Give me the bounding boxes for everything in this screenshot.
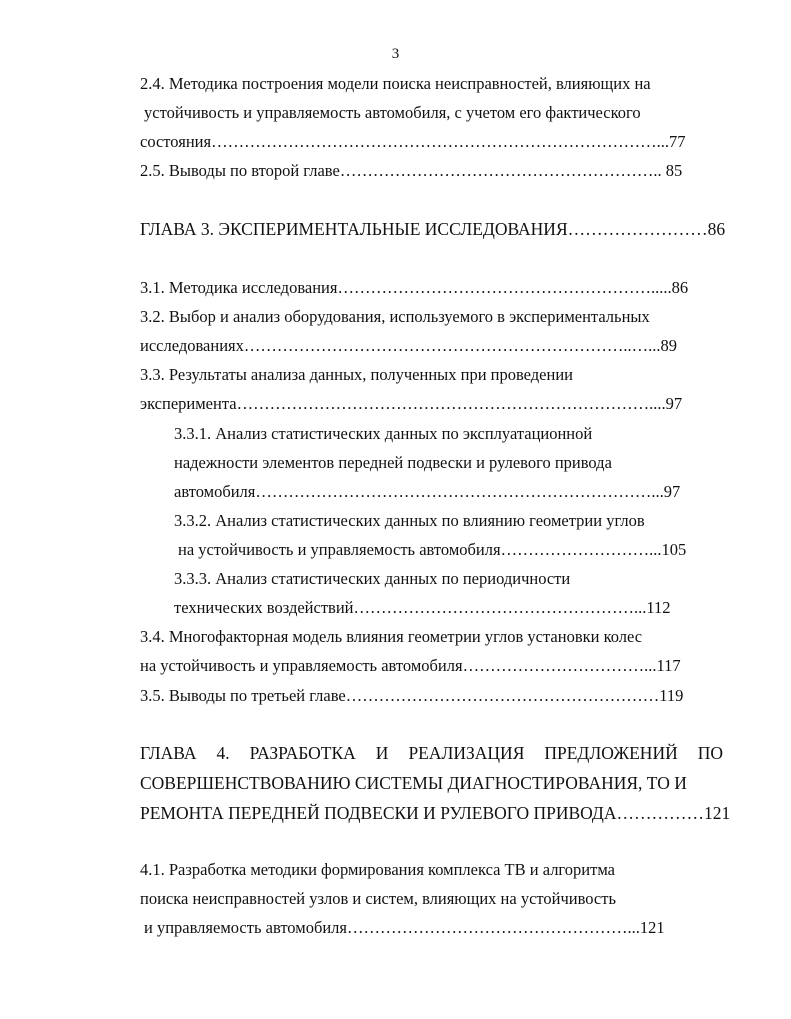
toc-entry-3-3-2-line1: 3.3.2. Анализ статистических данных по влиянию геометрии углов <box>174 511 645 530</box>
toc-entry-3-2-line2: исследованиях……………………………………………………………..…...89 <box>140 336 677 355</box>
toc-entry-3-3-2-line2: на устойчивость и управляемость автомобиля………………………...105 <box>178 540 687 559</box>
toc-entry-3-5: 3.5. Выводы по третьей главе…………………………………………………119 <box>140 686 684 705</box>
toc-entry-3-3-3-line1: 3.3.3. Анализ статистических данных по периодичности <box>174 569 571 588</box>
toc-entry-3-2-line1: 3.2. Выбор и анализ оборудования, используемого в экспериментальных <box>140 307 650 326</box>
toc-entry-3-1: 3.1. Методика исследования………………………………………………….....86 <box>140 278 689 297</box>
toc-chapter-4-line1: ГЛАВА 4. РАЗРАБОТКА И РЕАЛИЗАЦИЯ ПРЕДЛОЖЕНИЙ ПО <box>140 743 723 763</box>
toc-entry-2-4-line2: устойчивость и управляемость автомобиля, с учетом его фактического <box>144 103 641 122</box>
toc-entry-2-4-line1: 2.4. Методика построения модели поиска неисправностей, влияющих на <box>140 74 651 93</box>
toc-entry-3-3-line1: 3.3. Результаты анализа данных, полученных при проведении <box>140 365 573 384</box>
toc-entry-4-1-line2: поиска неисправностей узлов и систем, влияющих на устойчивость <box>140 889 616 908</box>
page-number: 3 <box>391 46 400 62</box>
toc-chapter-3: ГЛАВА 3. ЭКСПЕРИМЕНТАЛЬНЫЕ ИССЛЕДОВАНИЯ……………………86 <box>140 219 726 239</box>
toc-entry-3-3-line2: эксперимента…………………………………………………………………....97 <box>140 394 683 413</box>
toc-entry-3-3-1-line1: 3.3.1. Анализ статистических данных по эксплуатационной <box>174 424 593 443</box>
toc-entry-3-4-line2: на устойчивость и управляемость автомобиля……………………………...117 <box>140 656 681 675</box>
toc-entry-2-5: 2.5. Выводы по второй главе………………………………………………….. 85 <box>140 161 683 180</box>
toc-entry-2-4-line3: состояния………………………………………………………………………...77 <box>140 132 686 151</box>
toc-entry-4-1-line1: 4.1. Разработка методики формирования комплекса ТВ и алгоритма <box>140 860 615 879</box>
toc-entry-4-1-line3: и управляемость автомобиля……………………………………………...121 <box>144 918 665 937</box>
toc-chapter-4-line3: РЕМОНТА ПЕРЕДНЕЙ ПОДВЕСКИ И РУЛЕВОГО ПРИВОДА……………121 <box>140 803 731 823</box>
toc-entry-3-4-line1: 3.4. Многофакторная модель влияния геометрии углов установки колес <box>140 627 643 646</box>
toc-entry-3-3-1-line2: надежности элементов передней подвески и рулевого привода <box>174 453 612 472</box>
toc-entry-3-3-3-line2: технических воздействий……………………………………………...112 <box>174 598 671 617</box>
toc-chapter-4-line2: СОВЕРШЕНСТВОВАНИЮ СИСТЕМЫ ДИАГНОСТИРОВАНИЯ, ТО И <box>140 773 687 793</box>
toc-entry-3-3-1-line3: автомобиля………………………………………………………………...97 <box>174 482 681 501</box>
